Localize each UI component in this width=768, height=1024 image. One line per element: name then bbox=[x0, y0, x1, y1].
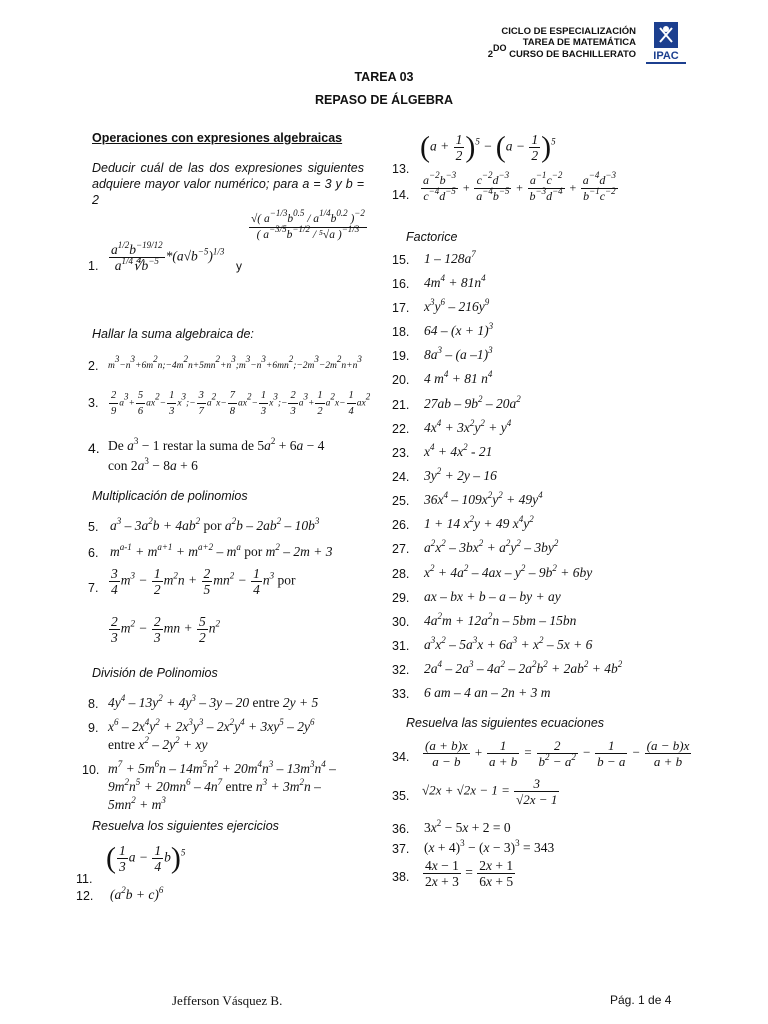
section-factorize: Factorice bbox=[406, 230, 458, 244]
exercise-7-line-2: $\frac{2}{3}$ $m^2$ − $\frac{2}{3}$ mn + $\frac{5}{2}$ $n^2$ bbox=[111, 614, 220, 645]
item-number: 2. bbox=[88, 359, 99, 373]
exercise-17: $x^3y^6 - 216y^9$ bbox=[424, 297, 490, 314]
item-number: 29. bbox=[392, 591, 410, 605]
exercise-32: $2a^4 - 2a^3 - 4a^2 - 2a^2b^2 + 2ab^2 + 4b^2$ bbox=[424, 659, 623, 676]
exercise-24: $3y^2 + 2y - 16$ bbox=[424, 466, 497, 483]
item-number: 7. bbox=[88, 581, 99, 595]
item-number: 1. bbox=[88, 259, 99, 273]
exercise-29: ax – bx + b – a – by + ay bbox=[424, 589, 561, 604]
item-number: 24. bbox=[392, 470, 410, 484]
exercise-2: $m^3-n^3+6m^2n;-4m^2n+5mn^2+n^3;m^3-n^3+6mn^2;-2m^3-2m^2n+n^3$ bbox=[108, 354, 362, 371]
exercise-25: $36x^4 - 109x^2y^2 + 49y^4$ bbox=[424, 490, 543, 507]
item-number: 8. bbox=[88, 697, 99, 711]
exercise-27: $a^2x^2 - 3bx^2 + a^2y^2 - 3by^2$ bbox=[424, 538, 559, 555]
exercise-26: 1 + 14 $x^2y + 49$ $x^4y^2$ bbox=[424, 514, 534, 531]
exercise-21: $27ab - 9b^2 - 20a^2$ bbox=[424, 394, 521, 411]
exercise-13: (a + $\frac{1}{2}$ )$^5$ − (a − $\frac{1}{2}$ )$^5$ bbox=[420, 130, 556, 164]
exercise-18: $64 - (x + 1)^3$ bbox=[424, 321, 494, 338]
exercise-9-line-2: entre $x^2 - 2y^2$ + xy bbox=[108, 735, 208, 752]
item-number: 12. bbox=[76, 889, 94, 903]
page-title: TAREA 03 bbox=[354, 70, 414, 84]
exercise-35: √2x + √2x − 1 = $\frac{3}{√2x - 1}$ bbox=[422, 776, 558, 807]
exercise-36: $3x^2 - 5x + 2 = 0$ bbox=[424, 818, 511, 835]
item-number: 25. bbox=[392, 494, 410, 508]
exercise-28: $x^2 + 4a^2 - 4ax - y^2 - 9b^2 + 6by$ bbox=[424, 563, 593, 580]
section-sum: Hallar la suma algebraica de: bbox=[92, 327, 254, 341]
exercise-31: $a^3x^2 - 5a^3x + 6a^3 + x^2 - 5x + 6$ bbox=[424, 635, 593, 652]
exercise-10-line-1: $m^7 + 5m^6n - 14m^5n^2 + 20m^4n^3 - 13m^3n^4$ – bbox=[108, 759, 336, 776]
exercise-7-line-1: $\frac{3}{4}$ $m^3$ − $\frac{1}{2}$ $m^2n$ + $\frac{2}{5}$ $mn^2$ − $\frac{1}{4}$ $n^3$ por bbox=[111, 566, 296, 597]
exercise-11: ( $\frac{1}{3}$ a − $\frac{1}{4}$ b)$^5$ bbox=[106, 841, 186, 875]
exercise-3: $\frac{2}{9}$ $a^3+$ $\frac{5}{6}$ $ax^2-$ $\frac{1}{3}$ $x^3;-$ $\frac{3}{7}$ $a^2x-$ $\frac{7}{8}$ $ax^2-$ $\frac{1}{3}$ $x^3;-$ $\frac{2}{3}$ $a^3+$ $\frac{1}{2}$ $a^2x-$ $\frac{1}{4}$ $ax^2$ bbox=[111, 390, 371, 417]
item-number: 15. bbox=[392, 253, 410, 267]
item-number: 3. bbox=[88, 396, 99, 410]
section-multiplication: Multiplicación de polinomios bbox=[92, 489, 248, 503]
item-number: 20. bbox=[392, 373, 410, 387]
section-heading-operations: Operaciones con expresiones algebraicas bbox=[92, 131, 343, 145]
exercise-19: $8a^3 - (a$ –1)$^3$ bbox=[424, 345, 493, 362]
item-number: 26. bbox=[392, 518, 410, 532]
section-equations: Resuelva las siguientes ecuaciones bbox=[406, 716, 605, 730]
exercise-38: $\frac{4x - 1}{2x + 3}$ = $\frac{2x + 1}{6x + 5}$ bbox=[425, 858, 514, 889]
item-number: 27. bbox=[392, 542, 410, 556]
item-number: 32. bbox=[392, 663, 410, 677]
item-number: 16. bbox=[392, 277, 410, 291]
item-number: 22. bbox=[392, 422, 410, 436]
intro-paragraph: Deducir cuál de las dos expresiones siguientes adquiere mayor valor numérico; para a = 3 y b = 2 bbox=[92, 161, 364, 207]
item-number: 5. bbox=[88, 520, 99, 534]
item-number: 28. bbox=[392, 567, 410, 581]
exercise-5: $a^3 - 3a^2b + 4ab^2$ por $a^2b - 2ab^2 - 10b^3$ bbox=[110, 516, 320, 533]
exercise-34: $\frac{(a + b)x}{a - b}$ + $\frac{1}{a + b}$ = $\frac{2}{b^2 - a^2}$ − $\frac{1}{b - a}$ − $\frac{(a - b)x}{a + b}$ bbox=[425, 738, 690, 769]
item-number: 36. bbox=[392, 822, 410, 836]
item-number: 18. bbox=[392, 325, 410, 339]
header-line-2: TAREA DE MATEMÁTICA bbox=[522, 37, 636, 48]
section-division: División de Polinomios bbox=[92, 666, 218, 680]
item-number: 14. bbox=[392, 188, 410, 202]
exercise-10-line-2: $9m^2n^5 + 20mn^6 - 4n^7$ entre $n^3 + 3m^2n$ – bbox=[108, 777, 321, 794]
item-number: 33. bbox=[392, 687, 410, 701]
item-number: 9. bbox=[88, 721, 99, 735]
header-block bbox=[488, 26, 636, 60]
exercise-33: 6 am – 4 an – 2n + 3 m bbox=[424, 685, 551, 700]
exercise-1-y: y bbox=[236, 259, 242, 273]
exercise-4-line-2: con $2a^3 - 8a + 6$ bbox=[108, 456, 198, 473]
section-solve-exercises: Resuelva los siguientes ejercicios bbox=[92, 819, 279, 833]
page-subtitle: REPASO DE ÁLGEBRA bbox=[315, 93, 453, 107]
exercise-15: $1 - 128a^7$ bbox=[424, 249, 476, 266]
exercise-22: $4x^4 + 3x^2y^2 + y^4$ bbox=[424, 418, 512, 435]
exercise-16: $4m^4 + 81n^4$ bbox=[424, 273, 486, 290]
exercise-20: 4 $m^4 + 81$ $n^4$ bbox=[424, 369, 493, 386]
item-number: 13. bbox=[392, 162, 410, 176]
item-number: 19. bbox=[392, 349, 410, 363]
exercise-4-line-1: De $a^3 - 1$ restar la suma de $5a^2 + 6a - 4$ bbox=[108, 436, 325, 453]
exercise-8: $4y^4 - 13y^2 + 4y^3 - 3y - 20$ entre 2y + 5 bbox=[108, 693, 319, 710]
exercise-37: $(x + 4)^3 - (x - 3)^3 = 343$ bbox=[424, 838, 555, 855]
school-crest-icon bbox=[640, 22, 692, 66]
item-number: 34. bbox=[392, 750, 410, 764]
exercise-12: $(a^2b + c)^6$ bbox=[110, 885, 164, 902]
exercise-9-line-1: $x^6 - 2x^4y^2 + 2x^3y^3 - 2x^2y^4 + 3xy^5 - 2y^6$ bbox=[108, 717, 315, 734]
item-number: 21. bbox=[392, 398, 410, 412]
footer-author: Jefferson Vásquez B. bbox=[172, 993, 283, 1008]
header-line-1: CICLO DE ESPECIALIZACIÓN bbox=[501, 26, 636, 37]
item-number: 4. bbox=[88, 440, 100, 456]
item-number: 35. bbox=[392, 789, 410, 803]
exercise-30: $4a^2m + 12a^2n - 5bm - 15bn$ bbox=[424, 611, 577, 628]
svg-text:IPAC: IPAC bbox=[653, 50, 679, 62]
item-number: 10. bbox=[82, 763, 100, 777]
item-number: 30. bbox=[392, 615, 410, 629]
item-number: 23. bbox=[392, 446, 410, 460]
header-line-3: $2^{DO}$ CURSO DE BACHILLERATO bbox=[487, 43, 636, 60]
exercise-14: $\frac{a^{-2}b^{-3}}{c^{-4}d^{-5}}$ + $\frac{c^{-2}d^{-3}}{a^{-4}b^{-5}}$ + $\frac{a^{-1}c^{-2}}{b^{-3}d^{-4}}$ + $\frac{a^{-4}d^{-3}}{b^{-1}c^{-2}}$ bbox=[423, 170, 616, 203]
item-number: 38. bbox=[392, 870, 410, 884]
item-number: 31. bbox=[392, 639, 410, 653]
footer-page-number: Pág. 1 de 4 bbox=[610, 993, 672, 1007]
exercise-23: $x^4 + 4x^2 - 21$ bbox=[424, 442, 493, 459]
exercise-1-expr-b: $\frac{√( a^{-1/3}b^{0.5} / a^{1/4}b^{0.2} )^{-2}}{( a^{-3/5}b^{-1/2} / ^5√a )^{-1/3}}$ bbox=[251, 208, 365, 241]
item-number: 6. bbox=[88, 546, 99, 560]
item-number: 17. bbox=[392, 301, 410, 315]
item-number: 11. bbox=[76, 872, 93, 886]
item-number: 37. bbox=[392, 842, 410, 856]
exercise-6: $m^{a-1} + m^{a+1} + m^{a+2} - m^a$ por $m^2 - 2m + 3$ bbox=[110, 542, 333, 559]
exercise-10-line-3: $5mn^2 + m^3$ bbox=[108, 795, 166, 812]
exercise-1-expr-a: $\frac{a^{1/2}b^{-19/12}}{a^{1/4}∜b^{-5}}$ $*(a√b^{-5})^{1/3}$ bbox=[111, 240, 225, 273]
